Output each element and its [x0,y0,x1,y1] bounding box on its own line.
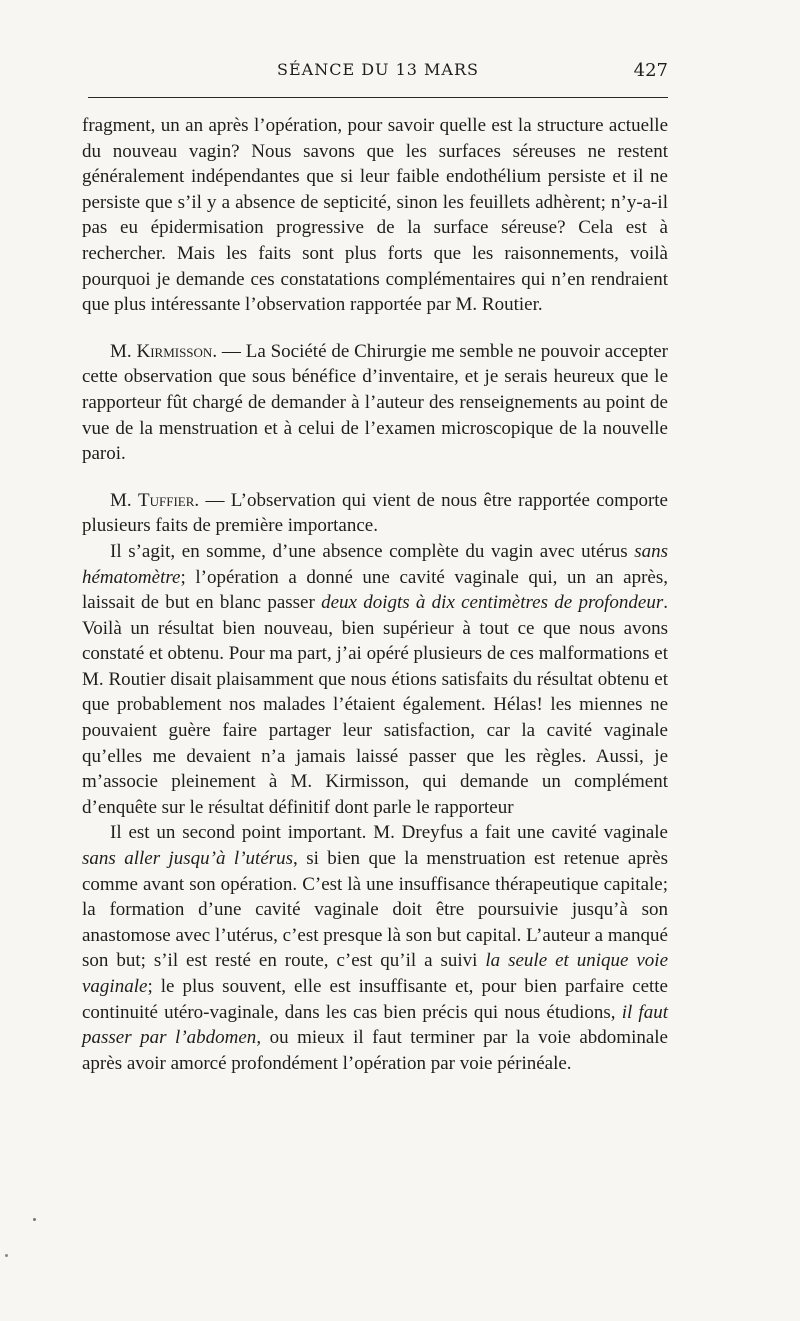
paper-speck [33,1218,36,1221]
paragraph-body [82,820,668,1076]
text-run: Il s’agit, en somme, d’une absence complète du vagin avec utérus [110,540,635,562]
italic-phrase: il faut passer par l’abdomen [82,1001,668,1049]
italic-phrase: sans hématomètre [82,540,668,588]
text-run: . — L’observation qui vient de nous être rapportée comporte plusieurs faits de première importance. [82,489,668,537]
text-run: . — La Société de Chirurgie me semble ne pouvoir accepter cette observation que sous bénéfice d’inventaire, et je serais heureux que le rapporteur fût chargé de demander à l’auteur des renseignements au point de vue de la menstruation et à celui de l’examen microscopique de la nouvelle paroi. [82,340,668,465]
paragraph-body [82,539,668,821]
page-number: 427 [633,60,668,81]
header-rule [88,97,668,98]
text-run: Il est un second point important. M. Dreyfus a fait une cavité vaginale [110,822,668,844]
text-run: ; le plus souvent, elle est insuffisante et, pour bien parfaire cette continuité utéro-vaginale, dans les cas bien précis qui nous étudions, [82,976,668,1023]
italic-phrase: la seule et unique voie vaginale [82,950,669,997]
text-run: M. [110,340,137,362]
italic-phrase: sans aller jusqu’à l’utérus [82,848,294,870]
italic-phrase: deux doigts à dix centimètres de profondeur [321,592,664,614]
paragraph-tuffier [82,488,668,539]
running-head [88,60,668,86]
text-run: M. [110,489,138,511]
text-run: , si bien que la menstruation est retenue après comme avant son opération. C’est là une insuffisance thérapeutique capitale; la formation d’une cavité vaginale doit être poursuivie jusqu’à son anastomose avec l’utérus, c’est presque là son but capital. L’auteur a manqué son but; s’il est resté en route, c’est qu’il a suivi [82,848,668,972]
text-run: . Voilà un résultat bien nouveau, bien supérieur à tout ce que nous avons constaté et obtenu. Pour ma part, j’ai opéré plusieurs de ces malformations et M. Routier disait plaisamment que nous étions satisfaits du résultat obtenu et que probablement nos malades l’étaient également. Hélas! les miennes ne pouvaient guère faire partager leur satisfaction, car la cavité vaginale qu’elles me devaient n’a jamais laissé passer que les règles. Aussi, je m’associe pleinement à M. Kirmisson, qui demande un complément d’enquête sur le résultat définitif dont parle le rapporteur [82,592,668,818]
paragraph-kirmisson [82,339,668,467]
text-run: fragment, un an après l’opération, pour savoir quelle est la structure actuelle du nouveau vagin? Nous savons que les surfaces séreuses ne restent généralement indépendantes que si leur faible endothélium persiste et il ne persiste que s’il y a absence de septicité, sinon les feuillets adhèrent; n’y-a-il pas eu épidermisation progressive de la surface séreuse? Cela est à rechercher. Mais les faits sont plus forts que les raisonnements, voilà pourquoi je demande ces constatations complémentaires qui n’en rendraient que plus intéressante l’observation rapportée par M. Routier. [82,115,668,316]
speaker-name: Kirmisson [136,340,213,362]
text-run: , ou mieux il faut terminer par la voie abdominale après avoir amorcé profondément l’opération par voie périnéale. [82,1027,668,1074]
paper-speck [5,1254,8,1257]
text-run: ; l’opération a donné une cavité vaginale qui, un an après, laissait de but en blanc passer [82,566,668,614]
paragraph-continuation [82,113,668,318]
running-title: SÉANCE DU 13 MARS [277,60,479,79]
body-text [82,113,668,1076]
speaker-name: Tuffier [137,489,195,511]
